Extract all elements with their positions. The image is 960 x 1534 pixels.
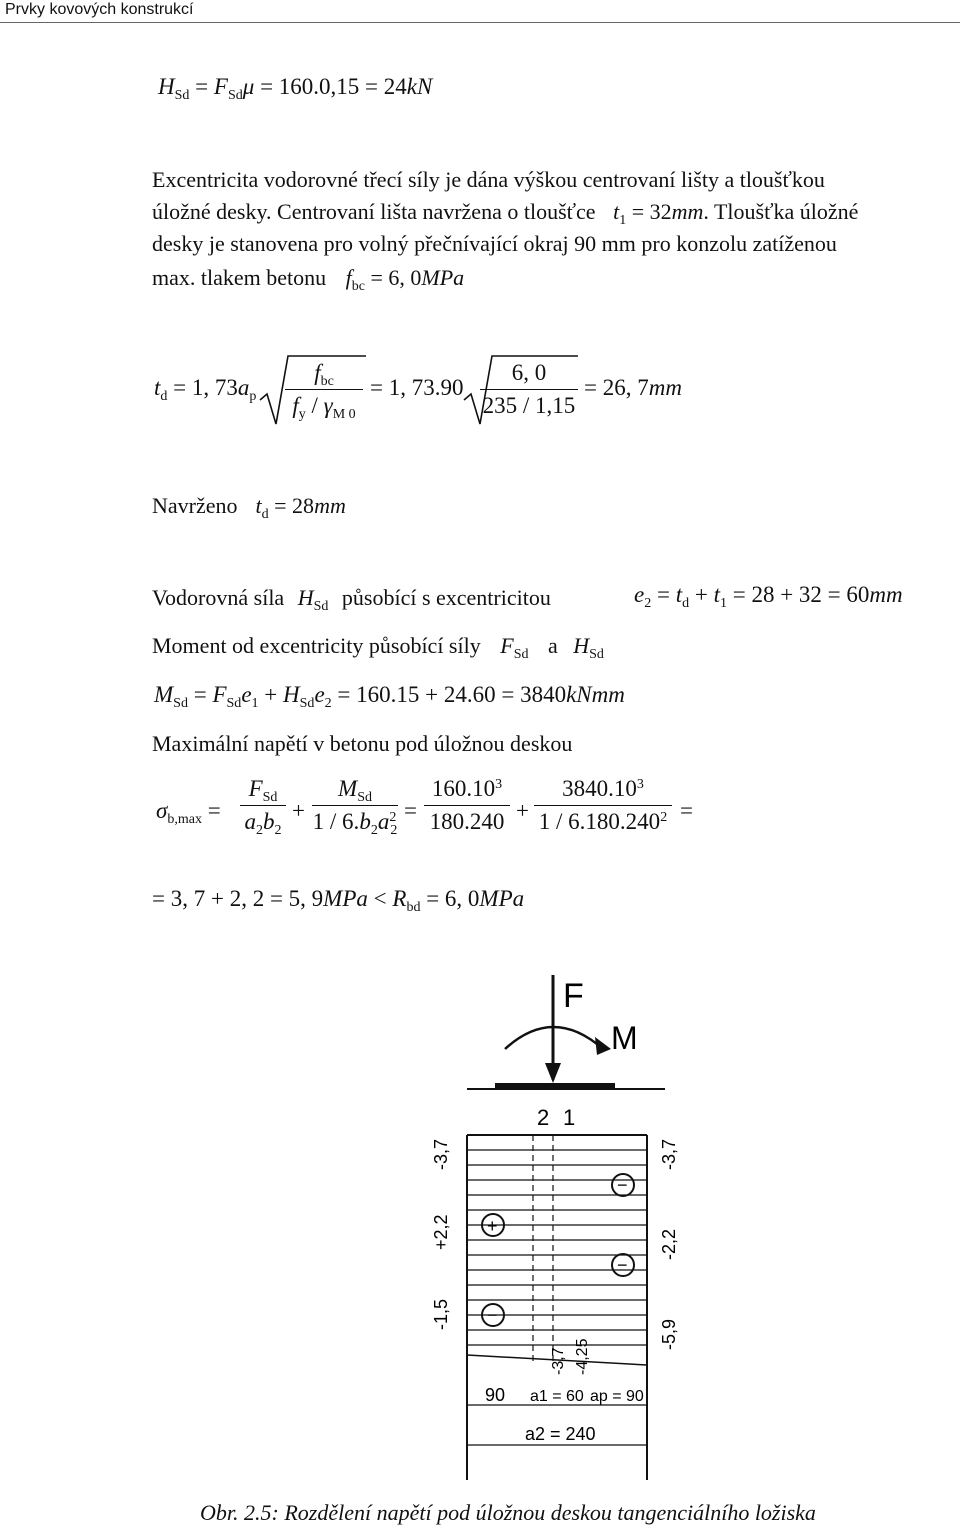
- right-label-bot: -5,9: [659, 1318, 679, 1350]
- moment-line: Moment od excentricity působící síly $F_{Sd}$ a $H_{Sd}$: [152, 633, 604, 662]
- equation-hsd: $H_{Sd} = F_{Sd}\mu = 160.0,15 = 24kN$: [158, 74, 433, 103]
- mid-label-b: -4,25: [574, 1338, 591, 1375]
- fraction-fsd-a2b2: $F_{Sd}$ $a_2b_2$: [240, 776, 286, 835]
- left-label-bot: -1,5: [431, 1298, 451, 1330]
- right-label-top: -3,7: [659, 1138, 679, 1170]
- plus-sign-2: +: [516, 798, 529, 823]
- mid-label-a: -3,7: [550, 1347, 567, 1375]
- equals-sign-2: =: [680, 798, 693, 823]
- force-arrow-head: [545, 1063, 561, 1083]
- moment-label: M: [611, 1020, 638, 1056]
- navrzeno-line: Navrženo $t_d = 28mm$: [152, 493, 346, 522]
- paragraph-line-2: úložné desky. Centrovaní lišta navržena o tloušťce $t_1 = 32mm$. Tloušťka úložné: [152, 199, 859, 228]
- fraction-3840: 3840.10$^3$ 1 / 6.180.240$^2$: [534, 776, 672, 835]
- dim-a1-label: a1 = 60: [530, 1388, 584, 1405]
- left-label-mid: +2,2: [431, 1214, 451, 1250]
- minus-circle-right-top-label: −: [617, 1175, 628, 1195]
- right-label-mid: -2,2: [659, 1228, 679, 1260]
- moment-arrow-head: [595, 1037, 611, 1055]
- plus-sign: +: [292, 798, 305, 823]
- fraction-6-235: 6, 0 235 / 1,15: [480, 360, 578, 419]
- dim-a2-label: a2 = 240: [525, 1424, 596, 1444]
- section-2-label: 2: [537, 1105, 550, 1130]
- header-title: Prvky kovových konstrukcí: [5, 1, 194, 18]
- figure-caption: Obr. 2.5: Rozdělení napětí pod úložnou deskou tangenciálního ložiska: [200, 1500, 816, 1525]
- equation-e2: $e_2 = t_d + t_1 = 28 + 32 = 60mm$: [634, 582, 903, 611]
- equation-td-left: $t_d = 1$, $73a_p$: [154, 375, 257, 404]
- fraction-160: 160.10$^3$ 180.240: [424, 776, 510, 835]
- equals-sign: =: [404, 798, 417, 823]
- equation-td-mid: = 1, 73.90: [370, 375, 464, 400]
- paragraph-line: Excentricita vodorovné třecí síly je dána výškou centrovaní lišty a tloušťkou: [152, 167, 825, 192]
- equation-result: = 3, 7 + 2, 2 = 5, $9MPa < R_{bd} = 6$, 0MPa: [152, 886, 525, 915]
- section-1-label: 1: [563, 1105, 576, 1130]
- page-header: [0, 0, 960, 23]
- dim-90-label: 90: [485, 1385, 506, 1405]
- minus-circle-right-bot-label: −: [617, 1255, 628, 1275]
- fraction-msd: $M_{Sd}$ $1 / 6.b_2a^2_2$: [312, 776, 398, 838]
- plus-circle-label: +: [487, 1216, 498, 1236]
- max-text: Maximální napětí v betonu pod úložnou deskou: [152, 731, 573, 756]
- left-label-top: -3,7: [431, 1138, 451, 1170]
- force-label: F: [563, 977, 584, 1015]
- equation-sigma-left: $\sigma_{b,max}$ =: [156, 798, 221, 827]
- dim-ap-label: ap = 90: [590, 1388, 644, 1405]
- vodorovna-line: Vodorovná síla $H_{Sd}$ působící s excentricitou: [152, 585, 551, 614]
- paragraph-line-4: max. tlakem betonu $f_{bc} = 6$, 0MPa: [152, 265, 465, 294]
- minus-circle-left-label: −: [487, 1305, 498, 1325]
- stress-distribution-figure: [385, 975, 715, 1480]
- fraction-fbc-fy: $f_{bc}$ $f_y / \gamma_{M 0}$: [285, 360, 363, 419]
- equation-msd: $M_{Sd} = F_{Sd}e_1 + H_{Sd}e_2 = 160.15 + 24.60$ = 3840kNmm: [154, 682, 625, 711]
- paragraph-line: desky je stanovena pro volný přečnívající okraj 90 mm pro konzolu zatíženou: [152, 231, 837, 256]
- equation-td-result: = 26, 7mm: [584, 375, 682, 400]
